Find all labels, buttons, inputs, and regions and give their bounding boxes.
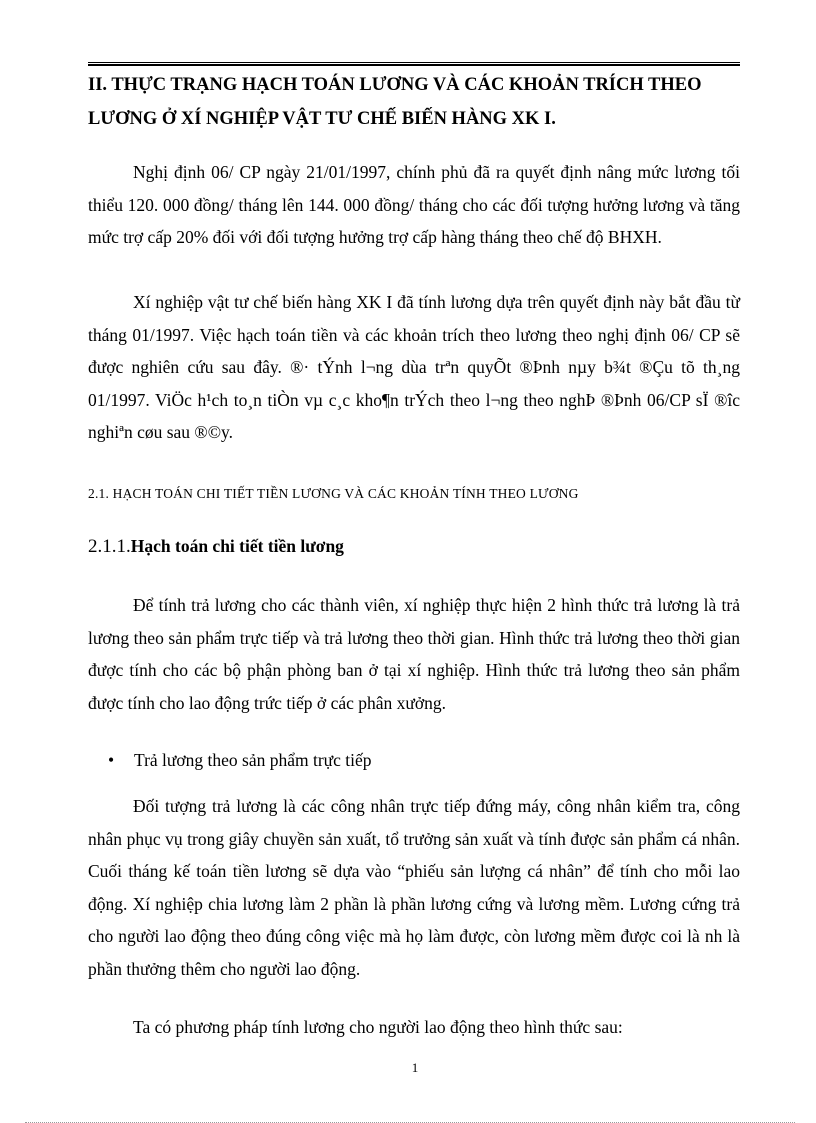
chapter-heading-line-2: LƯƠNG Ở XÍ NGHIỆP VẬT TƯ CHẾ BIẾN HÀNG XK I. bbox=[88, 109, 556, 129]
header-double-rule bbox=[88, 62, 740, 66]
chapter-heading bbox=[88, 68, 748, 136]
subsection-heading bbox=[88, 536, 344, 558]
bullet-text: Trả lương theo sản phẩm trực tiếp bbox=[134, 750, 372, 770]
bullet-symbol: • bbox=[108, 750, 115, 770]
paragraph-decree: Nghị định 06/ CP ngày 21/01/1997, chính phủ đã ra quyết định nâng mức lương tối thiểu 120. 000 đồng/ tháng lên 144. 000 đồng/ tháng cho các đối tượng hưởng lương và tăng mức trợ cấp 20% đối với đối tượng hưởng trợ cấp hàng tháng theo chế độ BHXH. bbox=[88, 162, 740, 247]
subsection-number: 2.1.1. bbox=[88, 536, 131, 557]
paragraph-method: Ta có phương pháp tính lương cho người lao động theo hình thức sau: bbox=[133, 1017, 623, 1037]
subsection-title: Hạch toán chi tiết tiền lương bbox=[130, 536, 344, 556]
chapter-heading-line-1: II. THỰC TRẠNG HẠCH TOÁN LƯƠNG VÀ CÁC KHOẢN TRÍCH THEO bbox=[88, 75, 702, 95]
page-number: 1 bbox=[411, 1060, 419, 1075]
section-title: 2.1. HẠCH TOÁN CHI TIẾT TIỀN LƯƠNG VÀ CÁC KHOẢN TÍNH THEO LƯƠNG bbox=[88, 486, 579, 501]
bullet-item bbox=[108, 745, 372, 775]
paragraph-piece-rate: Đối tượng trả lương là các công nhân trực tiếp đứng máy, công nhân kiểm tra, công nhân phục vụ trong giây chuyền sản xuất, tổ trưởng sản xuất và tính được sản phẩm cá nhân. Cuối tháng kế toán tiền lương sẽ dựa vào “phiếu sản lượng cá nhân” để tính cho mỗi lao động. Xí nghiệp chia lương làm 2 phần là phần lương cứng và lương mềm. Lương cứng trả cho người lao động theo đúng công việc mà họ làm được, còn lương mềm được coi là nh là phần thưởng thêm cho người lao động. bbox=[88, 796, 740, 979]
paragraph-payment-forms: Để tính trả lương cho các thành viên, xí nghiệp thực hiện 2 hình thức trả lương là trả lương theo sản phẩm trực tiếp và trả lương theo thời gian. Hình thức trả lương theo thời gian được tính cho các bộ phận phòng ban ở tại xí nghiệp. Hình thức trả lương theo sản phẩm được tính cho lao động trức tiếp ở các phân xưởng. bbox=[88, 595, 740, 713]
paragraph-enterprise: Xí nghiệp vật tư chế biến hàng XK I đã tính lương dựa trên quyết định này bắt đầu từ tháng 01/1997. Việc hạch toán tiền và các khoản trích theo lương theo nghị định 06/ CP sẽ được nghiên cứu sau đây. ®· tÝnh l¬ng dùa trªn quyÕt ®Þnh nµy b¾t ®Çu tõ th¸ng 01/1997. ViÖc h¹ch to¸n tiÒn vµ c¸c kho¶n trÝch theo l¬ng theo nghÞ ®Þnh 06/CP sÏ ®îc nghiªn cøu sau ®©y. bbox=[88, 292, 740, 442]
